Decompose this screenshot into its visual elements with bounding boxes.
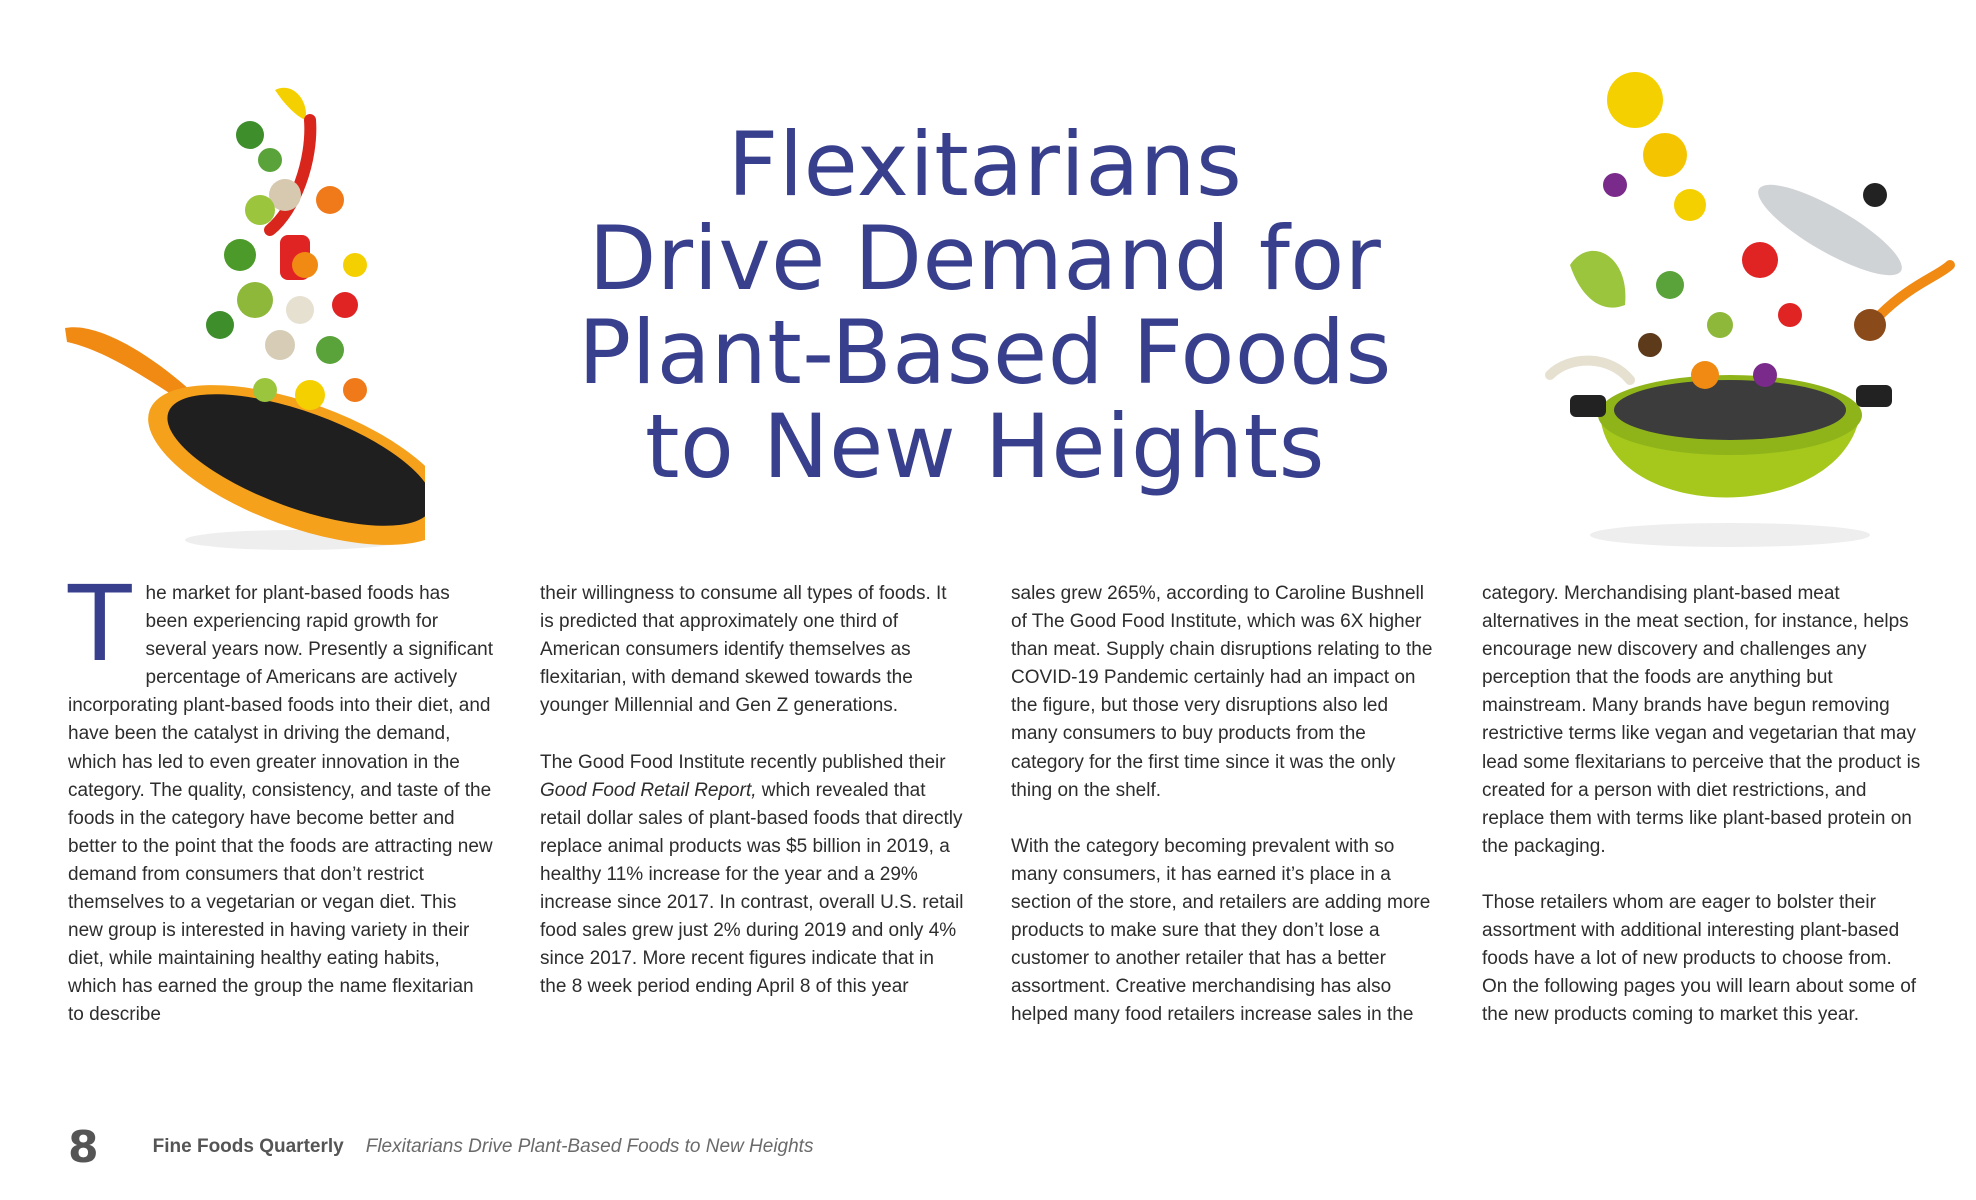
running-title: Flexitarians Drive Plant-Based Foods to New Heights — [365, 1136, 814, 1157]
drop-cap: T — [68, 563, 132, 685]
title-line-3: Plant-Based Foods — [578, 301, 1392, 404]
text-run: The Good Food Institute recently published their — [540, 751, 946, 773]
body-column-3 — [1011, 580, 1436, 1030]
cooking-pot-illustration — [1530, 55, 1970, 555]
body-column-2 — [540, 580, 965, 1001]
page-footer — [68, 1122, 813, 1172]
report-title: Good Food Retail Report, — [540, 779, 757, 801]
title-line-4: to New Heights — [645, 395, 1325, 498]
paragraph — [540, 749, 965, 1002]
title-line-2: Drive Demand for — [588, 207, 1382, 310]
frying-pan-illustration — [55, 60, 425, 560]
paragraph: he market for plant-based foods has been experiencing rapid growth for several years now. Presently a significant percentage of Americans are actively incorporating plant-based foods into their diet, and have been the catalyst in driving the demand, which has led to even greater innovation in the category. The quality, consistency, and taste of the foods in the category have become better and better to the point that the foods are attracting new demand from consumers that don’t restrict themselves to a vegetarian or vegan diet. This new group is interested in having variety in their diet, while maintaining healthy eating habits, which has earned the group the name flexitarian to describe — [68, 583, 493, 1026]
title-line-1: Flexitarians — [727, 113, 1243, 216]
paragraph: category. Merchandising plant-based meat alternatives in the meat section, for instance, helps encourage new discovery and challenges any perception that the foods are anything but mainstream. Many brands have begun removing restrictive terms like vegan and vegetarian that may lead some flexitarians to perceive that the product is created for a person with diet restrictions, and replace them with terms like plant-based protein on the packaging. — [1482, 583, 1921, 857]
page-number: 8 — [68, 1121, 99, 1173]
paragraph: their willingness to consume all types of foods. It is predicted that approximately one third of American consumers identify themselves as flexitarian, with demand skewed towards the younger Millennial and Gen Z generations. — [540, 583, 947, 717]
paragraph: Those retailers whom are eager to bolster their assortment with additional interesting plant-based foods have a lot of new products to choose from. On the following pages you will learn about some of the new products coming to market this year. — [1482, 892, 1917, 1026]
article-title — [480, 113, 1490, 498]
paragraph: With the category becoming prevalent with so many consumers, it has earned it’s place in a section of the store, and retailers are adding more products to make sure that they don’t lose a customer to another retailer that has a better assortment. Creative merchandising has also helped many food retailers increase sales in the — [1011, 835, 1431, 1026]
body-column-1 — [68, 563, 493, 1030]
text-run: which revealed that retail dollar sales of plant-based foods that directly replace animal products was $5 billion in 2019, a healthy 11% increase for the year and a 29% increase since 2017. In contrast, overall U.S. retail food sales grew just 2% during 2019 and only 4% since 2017. More recent figures indicate that in the 8 week period ending April 8 of this year — [540, 779, 964, 998]
body-column-4 — [1482, 580, 1922, 1030]
paragraph: sales grew 265%, according to Caroline Bushnell of The Good Food Institute, which was 6X higher than meat. Supply chain disruptions relating to the COVID-19 Pandemic certainly had an impact on the figure, but those very disruptions also led many consumers to buy products from the category for the first time since it was the only thing on the shelf. — [1011, 583, 1433, 801]
publication-name: Fine Foods Quarterly — [152, 1136, 344, 1157]
